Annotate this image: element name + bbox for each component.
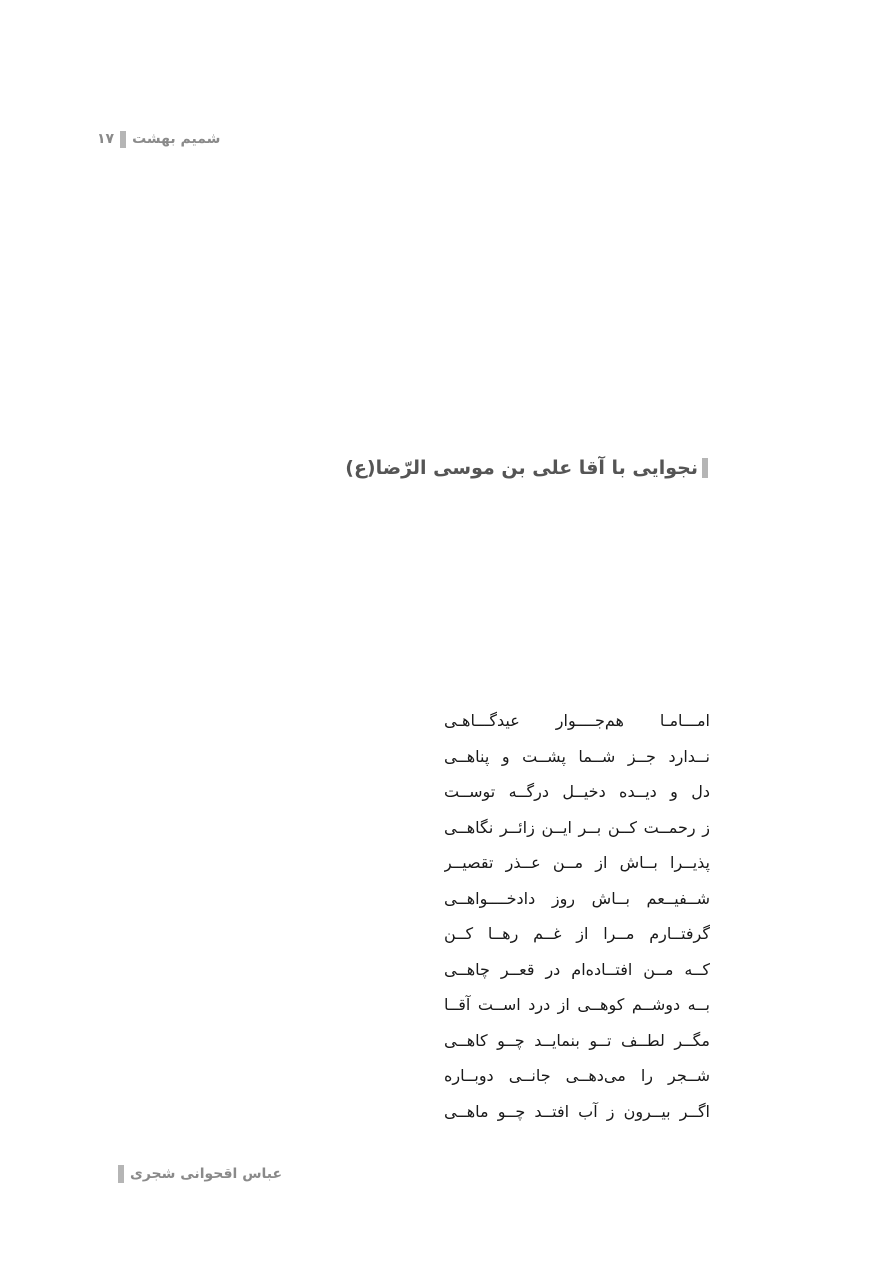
verse-line: پذیــرا بــاش از مــن عــذر تقصیــر [444,853,710,872]
verse-line: مگــر لطــف تــو بنمایــد چــو کاهــی [444,1030,710,1050]
poem-title-block [345,457,708,479]
verse-line: گرفتــارم مــرا از غــم رهــا کــن [444,924,710,943]
verse-line: امـــامـا هم‌جــــوار عیدگـــاهـی [444,711,710,730]
running-header [97,128,220,150]
verse-line: اگــر بیــرون ز آب افتــد چــو ماهــی [444,1101,710,1121]
title-marker-bar [702,458,708,478]
verse-line: دل و دیــده دخیــل درگــه توســت [444,782,710,801]
author-footer [118,1165,282,1183]
page-number: ۱۷ [97,131,115,147]
verse-line: ز رحمــت کــن بــر ایــن زائــر نگاهــی [444,817,710,837]
poem-body [444,703,710,1129]
poem-title: نجوایی با آقا علی بن موسی الرّضا(ع) [345,457,698,479]
verse-line: شــفیــعم بــاش روز دادخــــواهــی [444,888,710,908]
author-name: عباس اقحوانی شجری [130,1166,283,1182]
verse-line: بــه دوشــم کوهــی از درد اســت آقــا [444,995,710,1014]
book-title: شمیم بهشت [132,131,221,147]
verse-line: نــدارد جــز شــما پشــت و پناهــی [444,746,710,766]
verse-line: شــجر را می‌دهــی جانــی دوبــاره [444,1066,710,1085]
verse-line: کــه مــن افتــاده‌ام در قعــر چاهــی [444,959,710,979]
footer-divider-bar [118,1165,124,1183]
header-divider-bar [120,131,126,148]
